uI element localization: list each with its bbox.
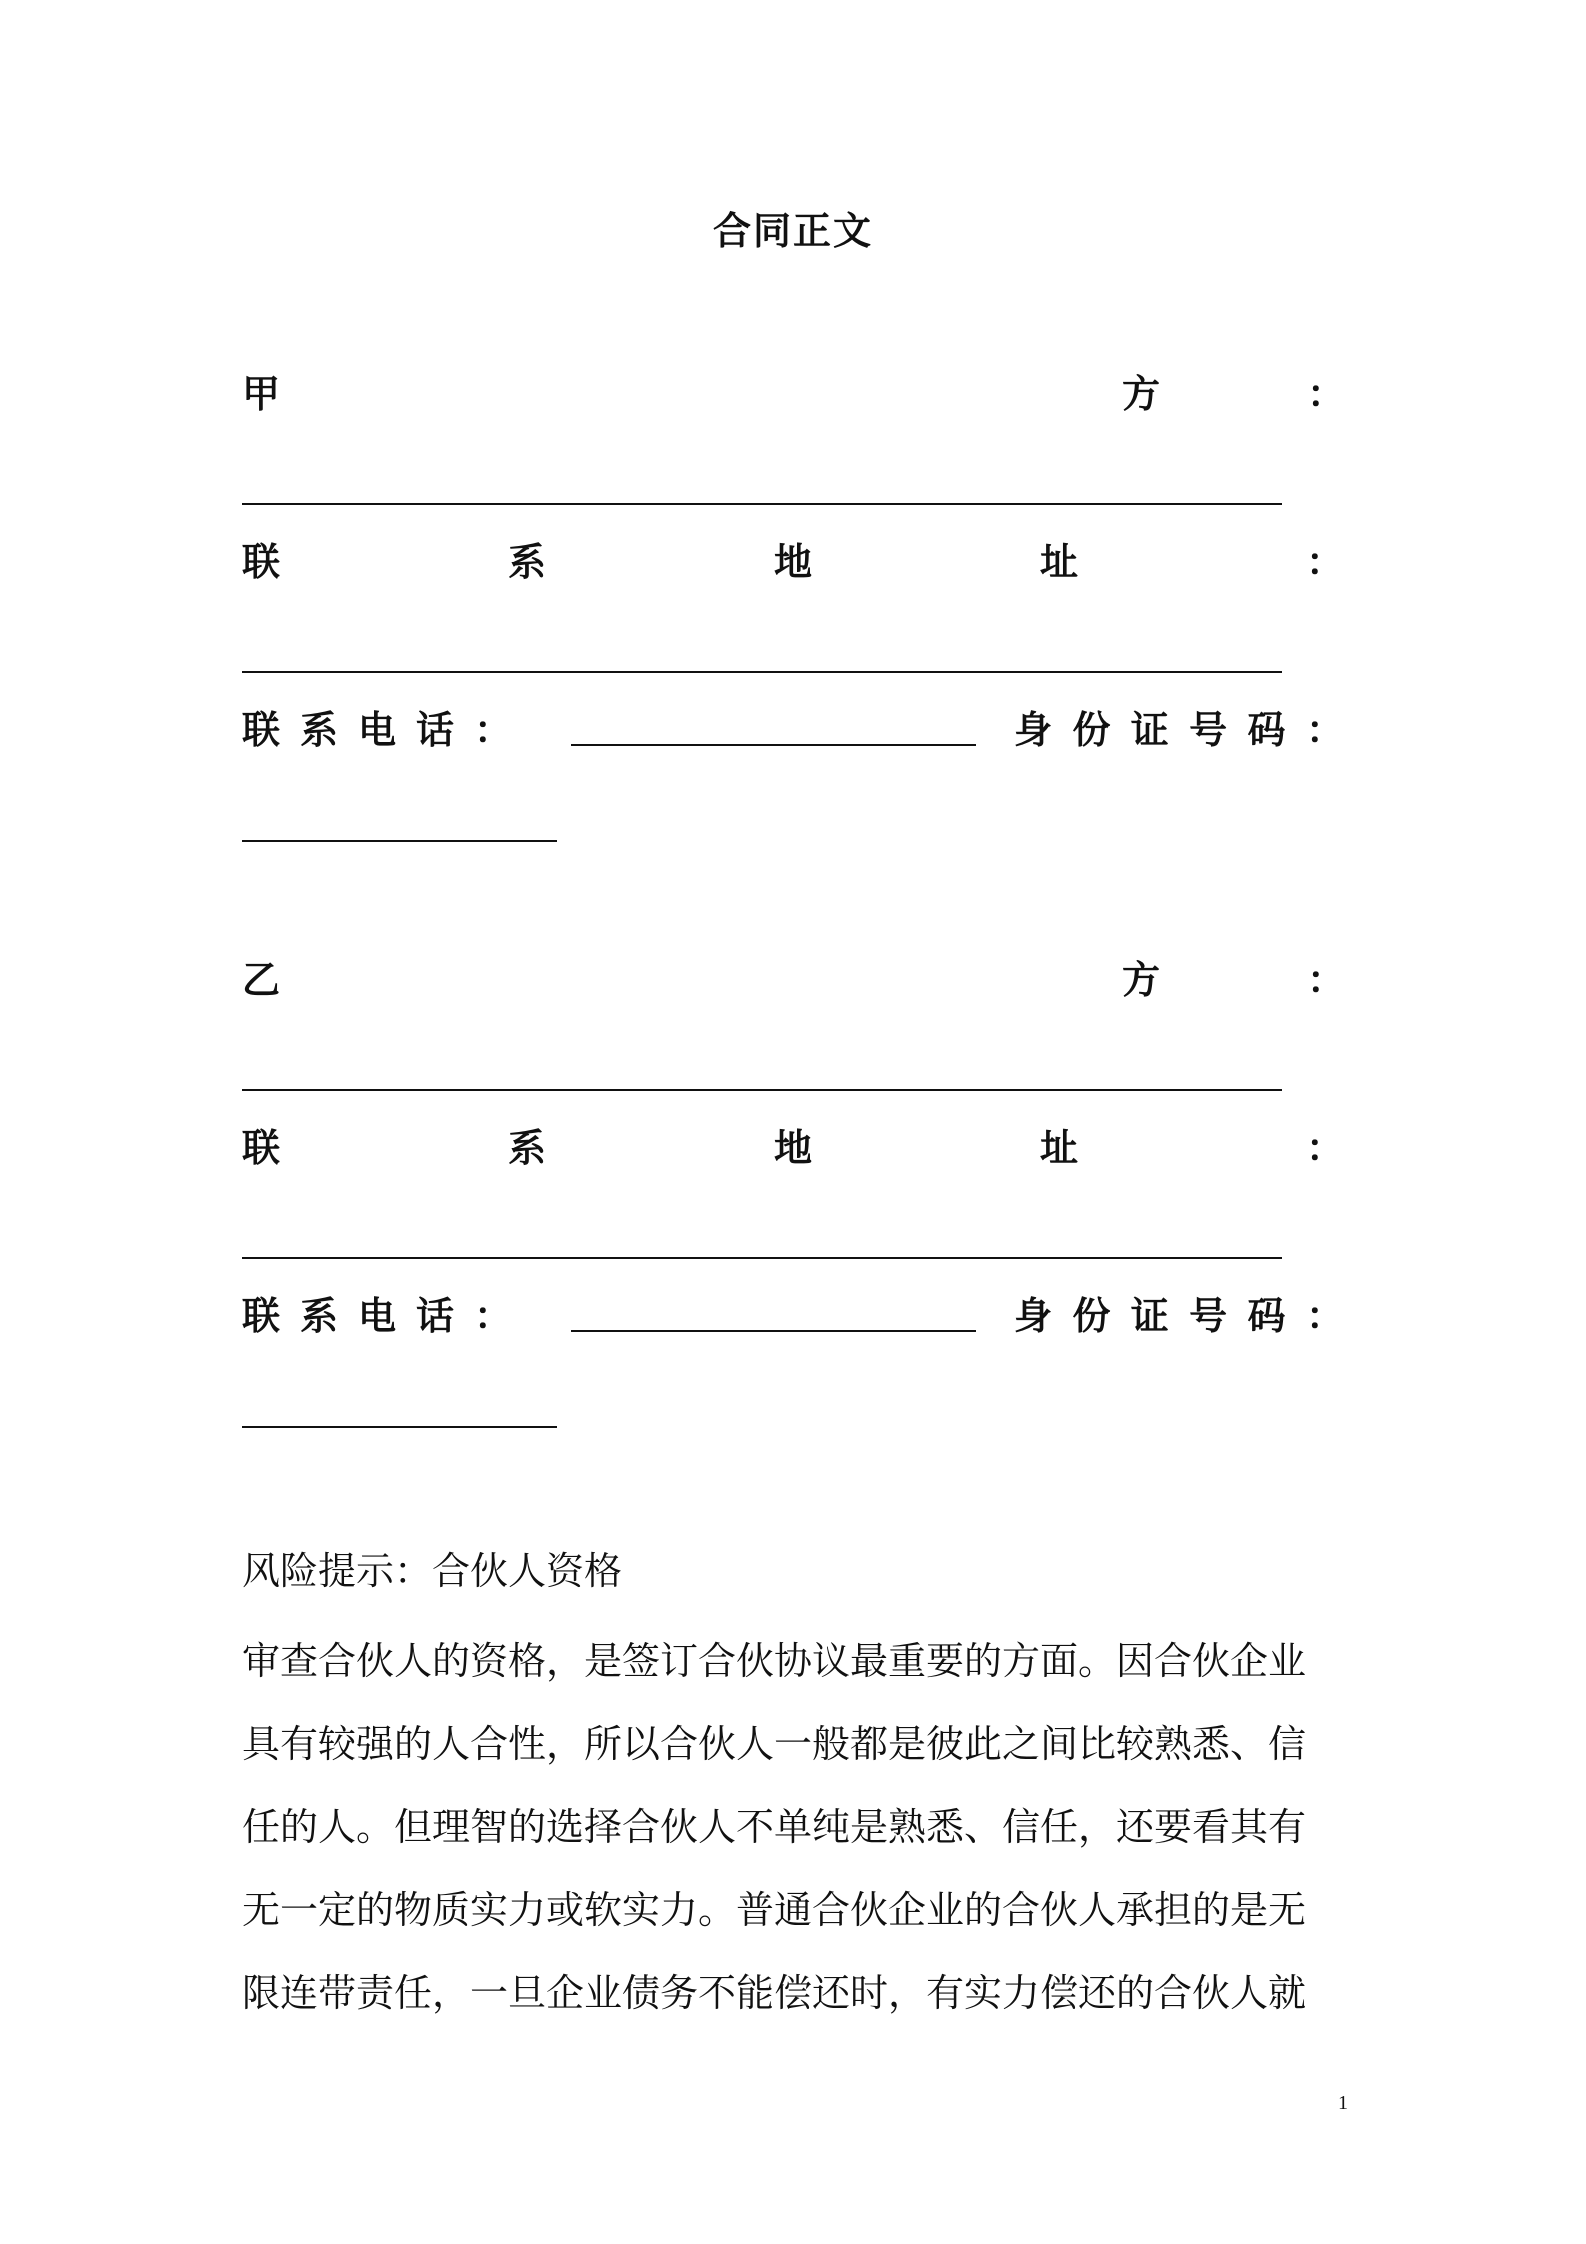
paragraph-line: 限连带责任，一旦企业债务不能偿还时，有实力偿还的合伙人就: [242, 1971, 1307, 2015]
id-char: 证: [1130, 1294, 1169, 1338]
address-char-2: 系: [507, 540, 546, 584]
paragraph-line: 审查合伙人的资格，是签订合伙协议最重要的方面。因合伙企业: [242, 1639, 1307, 1683]
party-a-address-row: [242, 534, 1344, 590]
address-char-5: ：: [1305, 540, 1344, 584]
party-a-row: [242, 366, 1344, 422]
party-a-address-blank[interactable]: [242, 671, 1282, 673]
id-char: 证: [1130, 708, 1169, 752]
id-char: 身: [1013, 708, 1052, 752]
address-char-5: ：: [1305, 1126, 1344, 1170]
id-char: 份: [1072, 708, 1111, 752]
party-b-phone-blank[interactable]: [571, 1330, 976, 1332]
address-char-4: 址: [1039, 540, 1078, 584]
party-b-id-blank[interactable]: [242, 1426, 557, 1428]
address-char-3: 地: [773, 1126, 812, 1170]
address-char-2: 系: [507, 1126, 546, 1170]
paragraph-line: 无一定的物质实力或软实力。普通合伙企业的合伙人承担的是无: [242, 1888, 1307, 1932]
address-char-1: 联: [242, 540, 281, 584]
address-char-4: 址: [1039, 1126, 1078, 1170]
paragraph-line: 任的人。但理智的选择合伙人不单纯是熟悉、信任，还要看其有: [242, 1805, 1307, 1849]
risk-paragraph: [242, 1620, 1352, 2035]
party-b-address-row: [242, 1120, 1344, 1176]
party-b-label-3: ：: [1307, 958, 1346, 1002]
party-a-label-1: 甲: [242, 372, 281, 416]
page-number: 1: [1338, 2092, 1348, 2114]
id-char: 号: [1189, 1294, 1228, 1338]
party-b-address-blank[interactable]: [242, 1257, 1282, 1259]
id-char: 号: [1189, 708, 1228, 752]
party-b-label-1: 乙: [242, 958, 281, 1002]
party-b-row: [242, 952, 1344, 1008]
paragraph-line: 具有较强的人合性，所以合伙人一般都是彼此之间比较熟悉、信: [242, 1722, 1307, 1766]
address-char-1: 联: [242, 1126, 281, 1170]
party-b-phone-row: [242, 1288, 1344, 1344]
id-char: 身: [1013, 1294, 1052, 1338]
id-char: 码: [1247, 708, 1286, 752]
id-number-label: [1014, 1288, 1344, 1344]
address-char-3: 地: [773, 540, 812, 584]
id-char: ：: [1305, 1294, 1344, 1338]
id-number-label: [1014, 702, 1344, 758]
id-char: ：: [1305, 708, 1344, 752]
phone-label: 联系电话：: [242, 1294, 533, 1338]
phone-label: 联系电话：: [242, 708, 533, 752]
party-a-phone-blank[interactable]: [571, 744, 976, 746]
party-b-label-2: 方: [1122, 958, 1161, 1002]
party-a-id-blank[interactable]: [242, 840, 557, 842]
party-a-label-3: ：: [1307, 372, 1346, 416]
id-char: 份: [1072, 1294, 1111, 1338]
party-b-name-blank[interactable]: [242, 1089, 1282, 1091]
risk-heading: 风险提示：合伙人资格: [242, 1549, 623, 1593]
page-title: 合同正文: [712, 209, 873, 253]
party-a-name-blank[interactable]: [242, 503, 1282, 505]
id-char: 码: [1247, 1294, 1286, 1338]
party-a-phone-row: [242, 702, 1344, 758]
party-a-label-2: 方: [1122, 372, 1161, 416]
